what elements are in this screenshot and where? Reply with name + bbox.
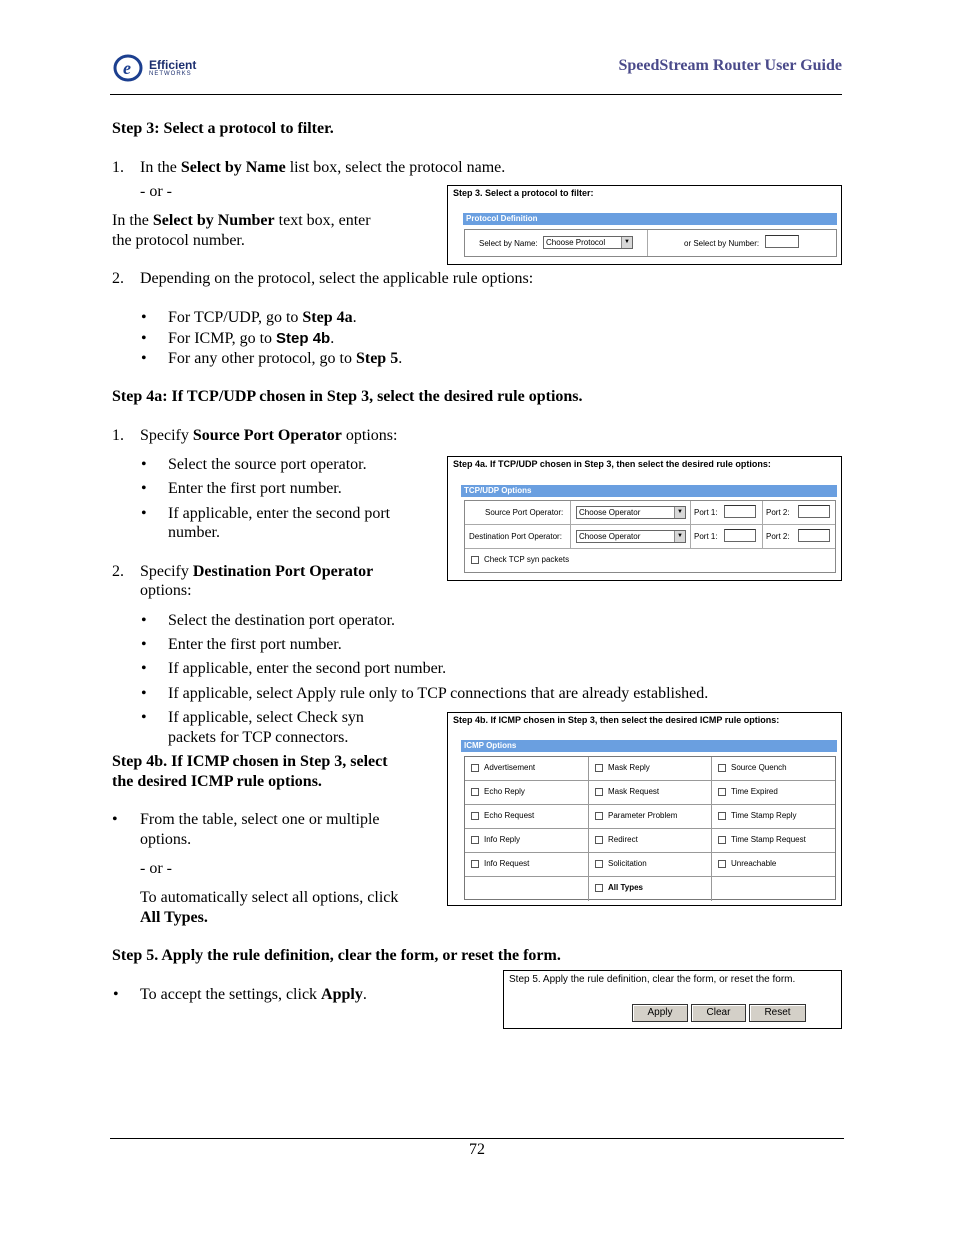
step4a-item2-number: 2. [112,563,124,580]
icmp-option-checkbox[interactable] [595,812,603,820]
src-bullet-3-cont: number. [168,524,220,541]
step4b-bullet-line1: From the table, select one or multiple [140,811,380,828]
icmp-option-label: Parameter Problem [608,811,678,820]
icmp-option-cell[interactable] [589,757,712,781]
dst-bullet-4: • If applicable, select Apply rule only to TCP connections that are already established. [168,684,708,703]
reset-button[interactable]: Reset [749,1004,806,1022]
step3-panel-title: Step 3. Select a protocol to filter: [453,188,594,198]
dst-bullet-3: • If applicable, enter the second port number. [168,659,446,678]
step4a-item1: Specify Source Port Operator options: [140,427,398,444]
icmp-option-cell[interactable] [712,829,835,853]
source-port2-cell [763,501,835,525]
icmp-option-label: Info Reply [484,835,521,844]
dst-bullet-2: • Enter the first port number. [168,635,342,654]
step3-item1-number: 1. [112,159,124,176]
source-port2-input[interactable] [798,505,830,518]
icmp-option-label: Redirect [608,835,638,844]
source-operator-cell [571,501,691,525]
icmp-option-label: Info Request [484,859,530,868]
dst-bullet-1: • Select the destination port operator. [168,611,395,630]
icmp-option-cell[interactable] [712,853,835,877]
step3-alt-line1: In the Select by Number text box, enter [112,212,371,229]
destination-port1-input[interactable] [724,529,756,542]
source-port-operator-label: Source Port Operator: [465,501,571,525]
icmp-option-cell [465,877,589,901]
icmp-option-checkbox[interactable] [718,860,726,868]
step3-item2: Depending on the protocol, select the applicable rule options: [140,270,534,287]
destination-port2-input[interactable] [798,529,830,542]
chevron-down-icon: ▼ [674,507,685,518]
page-number: 72 [469,1141,485,1158]
step3-bullet-icmp: • For ICMP, go to Step 4b. [168,329,334,348]
step4b-heading-line1: Step 4b. If ICMP chosen in Step 3, select [112,753,388,770]
icmp-option-checkbox[interactable] [471,788,479,796]
step4b-auto-line1: To automatically select all options, click [140,889,399,906]
protocol-select[interactable] [543,236,633,249]
logo-subtext: NETWORKS [149,71,192,77]
step4b-panel-title: Step 4b. If ICMP chosen in Step 3, then select the desired ICMP rule options: [453,715,780,725]
select-by-number-label: or Select by Number: [684,239,760,248]
step3-heading: Step 3: Select a protocol to filter. [112,120,334,137]
source-port1-cell [691,501,763,525]
icmp-option-cell[interactable] [465,853,589,877]
icmp-option-checkbox[interactable] [471,836,479,844]
icmp-option-label: Advertisement [484,763,536,772]
select-by-name-label: Select by Name: [479,239,538,248]
step5-panel-title: Step 5. Apply the rule definition, clear the form, or reset the form. [509,974,796,985]
step3-bullet-other: • For any other protocol, go to Step 5. [168,349,402,368]
check-tcp-syn-checkbox[interactable] [471,556,479,564]
step3-or: - or - [140,183,172,200]
icmp-option-checkbox[interactable] [595,836,603,844]
src-bullet-3: • If applicable, enter the second port [168,504,390,523]
chevron-down-icon: ▼ [674,531,685,542]
icmp-option-cell[interactable] [589,877,712,901]
step4b-bullet-line2: options. [140,831,192,848]
step4a-item2-cont: options: [140,582,192,599]
icmp-option-label: Time Expired [731,787,778,796]
icmp-option-label: All Types [608,883,643,892]
icmp-option-checkbox[interactable] [471,812,479,820]
icmp-option-checkbox[interactable] [718,812,726,820]
icmp-option-label: Unreachable [731,859,777,868]
svg-text:e: e [123,58,131,78]
protocol-number-input[interactable] [765,235,799,248]
source-port1-input[interactable] [724,505,756,518]
step4b-or: - or - [140,860,172,877]
protocol-definition-bar: Protocol Definition [463,213,837,225]
guide-title: SpeedStream Router User Guide [618,57,842,74]
source-operator-value: Choose Operator [579,508,641,517]
icmp-option-checkbox[interactable] [718,788,726,796]
check-tcp-syn-label: Check TCP syn packets [484,555,570,564]
icmp-option-cell[interactable] [465,829,589,853]
icmp-option-cell[interactable] [589,805,712,829]
destination-operator-value: Choose Operator [579,532,641,541]
icmp-option-cell[interactable] [589,781,712,805]
efficient-networks-logo [113,52,213,84]
icmp-option-cell[interactable] [712,805,835,829]
destination-port2-cell [763,525,835,549]
icmp-option-label: Solicitation [608,859,647,868]
icmp-option-checkbox[interactable] [595,884,603,892]
destination-port2-label: Port 2: [766,532,790,541]
step4a-item1-number: 1. [112,427,124,444]
icmp-option-cell[interactable] [589,853,712,877]
tcp-udp-options-bar: TCP/UDP Options [461,485,837,497]
source-port2-label: Port 2: [766,508,790,517]
step4b-bullet-icon: • [112,811,118,828]
icmp-option-checkbox[interactable] [595,764,603,772]
chevron-down-icon: ▼ [621,237,632,248]
step3-item2-number: 2. [112,270,124,287]
apply-button[interactable]: Apply [632,1004,688,1022]
step4a-screenshot-panel [447,456,842,581]
icmp-option-cell[interactable] [589,829,712,853]
dst-bullet-5-cont: packets for TCP connectors. [168,729,349,746]
step3-item1: In the Select by Name list box, select the protocol name. [140,159,506,176]
step4a-heading: Step 4a: If TCP/UDP chosen in Step 3, select the desired rule options. [112,388,583,405]
step5-bullet: • To accept the settings, click Apply. [140,985,367,1004]
icmp-option-checkbox[interactable] [595,788,603,796]
icmp-option-cell[interactable] [465,757,589,781]
icmp-option-label: Echo Request [484,811,535,820]
destination-operator-select[interactable] [576,530,686,543]
icmp-options-bar: ICMP Options [461,740,837,752]
src-bullet-2: • Enter the first port number. [168,479,342,498]
icmp-option-label: Time Stamp Request [731,835,806,844]
icmp-option-cell[interactable] [712,781,835,805]
icmp-option-cell[interactable] [712,757,835,781]
icmp-option-checkbox[interactable] [718,836,726,844]
src-bullet-1: • Select the source port operator. [168,455,367,474]
source-port1-label: Port 1: [694,508,718,517]
step4b-heading-line2: the desired ICMP rule options. [112,773,322,790]
dst-bullet-5: • If applicable, select Check syn [168,708,364,727]
step4b-screenshot-panel [447,712,842,906]
protocol-select-row [464,229,837,257]
step4a-panel-title: Step 4a. If TCP/UDP chosen in Step 3, then select the desired rule options: [453,459,771,469]
source-operator-select[interactable] [576,506,686,519]
destination-port1-label: Port 1: [694,532,718,541]
icmp-option-cell [712,877,835,901]
icmp-option-cell[interactable] [465,781,589,805]
clear-button[interactable]: Clear [691,1004,746,1022]
check-tcp-syn-row[interactable] [471,553,569,567]
footer-divider [110,1138,844,1139]
step4b-all-types: All Types. [140,909,208,926]
step4a-item2: Specify Destination Port Operator [140,563,374,580]
icmp-option-checkbox[interactable] [471,764,479,772]
step5-heading: Step 5. Apply the rule definition, clear the form, or reset the form. [112,947,561,964]
logo-text: Efficient [149,58,197,72]
icmp-option-label: Mask Request [608,787,660,796]
header-divider [110,94,842,95]
tcp-udp-options-table [464,500,836,573]
destination-port-operator-label: Destination Port Operator: [465,525,571,549]
icmp-options-table [464,756,836,900]
protocol-select-value: Choose Protocol [546,238,606,247]
icmp-option-checkbox[interactable] [471,860,479,868]
icmp-option-label: Source Quench [731,763,787,772]
select-by-name-cell [465,230,648,256]
step3-alt-line2: the protocol number. [112,232,245,249]
destination-port1-cell [691,525,763,549]
icmp-option-cell[interactable] [465,805,589,829]
icmp-option-checkbox[interactable] [595,860,603,868]
destination-operator-cell [571,525,691,549]
icmp-option-label: Mask Reply [608,763,650,772]
step3-bullet-tcp: • For TCP/UDP, go to Step 4a. [168,308,357,327]
icmp-option-checkbox[interactable] [718,764,726,772]
step5-screenshot-panel [503,970,842,1029]
icmp-option-label: Echo Reply [484,787,525,796]
step3-screenshot-panel [447,185,842,265]
icmp-option-label: Time Stamp Reply [731,811,797,820]
